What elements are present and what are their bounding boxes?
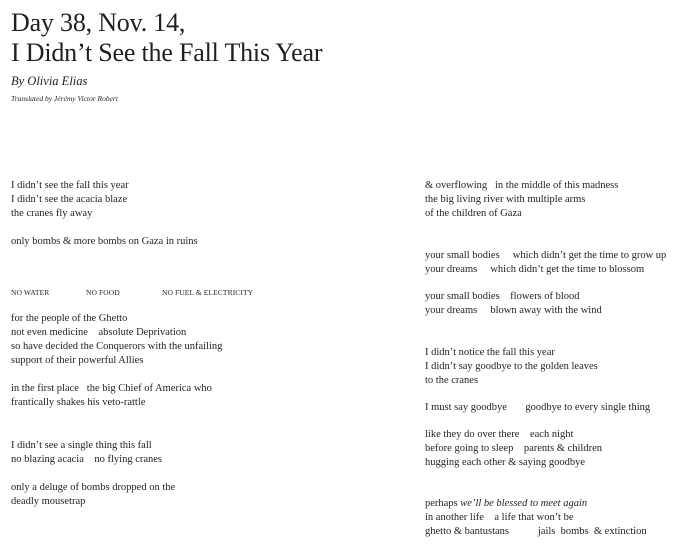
- poem-line: your dreams blown away with the wind: [425, 305, 602, 316]
- poem-line: in the first place the big Chief of America who: [11, 383, 212, 394]
- poem-line: I must say goodbye goodbye to every single thing: [425, 402, 651, 413]
- translator-credit: Translated by Jérémy Victor Robert: [11, 94, 118, 103]
- poem-line: deadly mousetrap: [11, 496, 86, 507]
- title-line-1: Day 38, Nov. 14,: [11, 8, 186, 37]
- poem-line: before going to sleep parents & children: [425, 443, 602, 454]
- poem-line: I didn’t say goodbye to the golden leaves: [425, 361, 598, 372]
- poem-line: only bombs & more bombs on Gaza in ruins: [11, 236, 198, 247]
- poem-line: for the people of the Ghetto: [11, 313, 128, 324]
- poem-line: your dreams which didn’t get the time to blossom: [425, 264, 645, 275]
- poem-line: your small bodies flowers of blood: [425, 291, 580, 302]
- poem-line: so have decided the Conquerors with the unfailing: [11, 341, 223, 352]
- poem-line: in another life a life that won’t be: [425, 512, 574, 523]
- poem-line: only a deluge of bombs dropped on the: [11, 482, 176, 493]
- author-byline: By Olivia Elias: [11, 74, 88, 88]
- poem-line: frantically shakes his veto-rattle: [11, 397, 146, 408]
- caps-item-no-fuel: NO FUEL & ELECTRICITY: [162, 288, 254, 297]
- poem-line: I didn’t see a single thing this fall: [11, 440, 152, 451]
- title-line-2: I Didn’t See the Fall This Year: [11, 38, 323, 67]
- poem-line: like they do over there each night: [425, 429, 574, 440]
- poem-line: the cranes fly away: [11, 208, 93, 219]
- poem-text: perhaps: [425, 498, 461, 509]
- poem-line: & overflowing in the middle of this madness: [425, 180, 619, 191]
- poem-title: [11, 8, 322, 68]
- poem-line: to the cranes: [425, 375, 479, 386]
- poem-line: support of their powerful Allies: [11, 355, 144, 366]
- poem-line: of the children of Gaza: [425, 208, 522, 219]
- poem-line: hugging each other & saying goodbye: [425, 457, 586, 468]
- caps-item-no-food: NO FOOD: [86, 288, 120, 297]
- poem-line: I didn’t notice the fall this year: [425, 347, 555, 358]
- poem-italic-text: we’ll be blessed to meet again: [460, 498, 588, 509]
- caps-item-no-water: NO WATER: [11, 288, 50, 297]
- poem-line: ghetto & bantustans jails bombs & extinction: [425, 526, 647, 537]
- poem-line: the big living river with multiple arms: [425, 194, 586, 205]
- poem-line: no blazing acacia no flying cranes: [11, 454, 163, 465]
- poem-line: your small bodies which didn’t get the time to grow up: [425, 250, 667, 261]
- poem-line: I didn’t see the fall this year: [11, 180, 129, 191]
- poem-line: not even medicine absolute Deprivation: [11, 327, 187, 338]
- poem-line: [425, 497, 587, 510]
- poem-line: I didn’t see the acacia blaze: [11, 194, 128, 205]
